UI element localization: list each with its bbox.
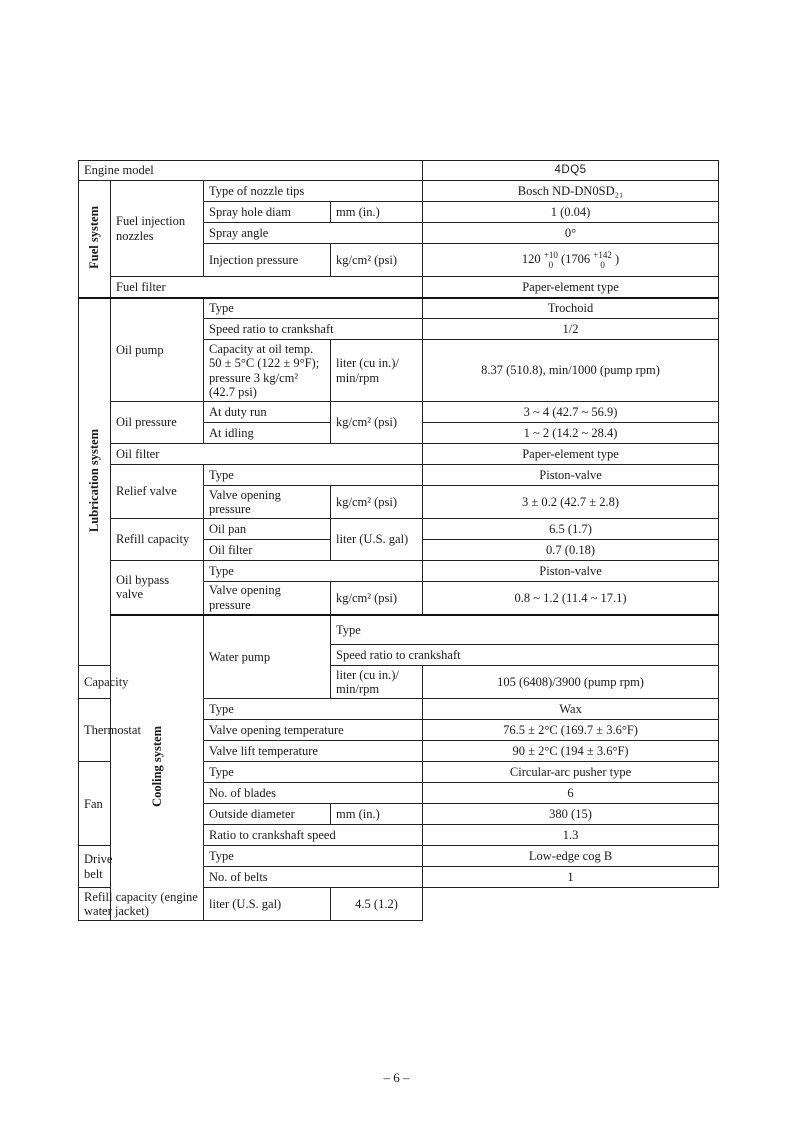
oil-pressure-duty-label: At duty run: [204, 402, 331, 423]
fan-type-value: Circular-arc pusher type: [423, 762, 719, 783]
thermostat-type-value: Wax: [423, 699, 719, 720]
fan-type-label: Type: [204, 762, 423, 783]
oil-pump-speed-ratio-value: 1/2: [423, 319, 719, 340]
coolant-refill-unit: liter (U.S. gal): [204, 888, 331, 921]
header-row: [79, 161, 719, 181]
oil-pump-type-value: Trochoid: [423, 298, 719, 319]
oil-pump-label: Oil pump: [111, 298, 204, 402]
relief-valve-type-label: Type: [204, 465, 423, 486]
drive-belt-label: Drive belt: [79, 846, 111, 888]
drive-belt-type-label: Type: [204, 846, 423, 867]
oil-pressure-idling-label: At idling: [204, 423, 331, 444]
oil-bypass-valve-label: Oil bypass valve: [111, 561, 204, 615]
oil-pump-capacity-unit: liter (cu in.)/ min/rpm: [331, 340, 423, 402]
table-row: [79, 298, 719, 319]
spray-angle-label: Spray angle: [204, 223, 423, 244]
bypass-type-value: Piston-valve: [423, 561, 719, 582]
relief-valve-type-value: Piston-valve: [423, 465, 719, 486]
oil-filter-value: Paper-element type: [423, 444, 719, 465]
spray-hole-label: Spray hole diam: [204, 202, 331, 223]
table-row: [79, 465, 719, 486]
coolant-refill-label: Refill capacity (engine water jacket): [79, 888, 204, 921]
fuel-nozzles-label: Fuel injection nozzles: [111, 181, 204, 277]
drive-belt-type-value: Low-edge cog B: [423, 846, 719, 867]
water-pump-capacity-value: 105 (6408)/3900 (pump rpm): [423, 666, 719, 699]
water-pump-capacity-label: Capacity: [79, 666, 111, 699]
fan-label: Fan: [79, 762, 111, 846]
page-number: – 6 –: [383, 1070, 410, 1085]
oil-pressure-idling-value: 1 ~ 2 (14.2 ~ 28.4): [423, 423, 719, 444]
spec-table: [78, 160, 719, 921]
relief-valve-opening-label: Valve opening pressure: [204, 486, 331, 519]
refill-oil-filter-label: Oil filter: [204, 540, 331, 561]
refill-oil-filter-value: 0.7 (0.18): [423, 540, 719, 561]
fan-ratio-value: 1.3: [423, 825, 719, 846]
injection-pressure-unit: kg/cm² (psi): [331, 244, 423, 277]
table-row: [79, 444, 719, 465]
lubrication-system-label: Lubrication system: [79, 298, 111, 666]
fan-diameter-value: 380 (15): [423, 804, 719, 825]
fan-blades-label: No. of blades: [204, 783, 423, 804]
bypass-type-label: Type: [204, 561, 423, 582]
refill-oil-pan-value: 6.5 (1.7): [423, 519, 719, 540]
water-pump-speed-ratio-label: Speed ratio to crankshaft: [331, 645, 719, 666]
oil-pressure-unit: kg/cm² (psi): [331, 402, 423, 444]
drive-belt-count-label: No. of belts: [204, 867, 423, 888]
fan-diameter-label: Outside diameter: [204, 804, 331, 825]
oil-pump-capacity-value: 8.37 (510.8), min/1000 (pump rpm): [423, 340, 719, 402]
water-pump-label: Water pump: [204, 615, 331, 699]
table-row: [79, 402, 719, 423]
oil-pump-capacity-label: Capacity at oil temp. 50 ± 5°C (122 ± 9°F); pressure 3 kg/cm² (42.7 psi): [204, 340, 331, 402]
table-row: [79, 181, 719, 202]
bypass-opening-value: 0.8 ~ 1.2 (11.4 ~ 17.1): [423, 582, 719, 615]
oil-pressure-label: Oil pressure: [111, 402, 204, 444]
lube-refill-label: Refill capacity: [111, 519, 204, 561]
spray-angle-value: 0°: [423, 223, 719, 244]
fan-blades-value: 6: [423, 783, 719, 804]
thermostat-opening-temp-label: Valve opening temperature: [204, 720, 423, 741]
cooling-system-label: Cooling system: [111, 615, 204, 921]
thermostat-lift-temp-value: 90 ± 2°C (194 ± 3.6°F): [423, 741, 719, 762]
table-row: [79, 561, 719, 582]
spray-hole-unit: mm (in.): [331, 202, 423, 223]
relief-valve-opening-unit: kg/cm² (psi): [331, 486, 423, 519]
table-row: [79, 277, 719, 298]
oil-pressure-duty-value: 3 ~ 4 (42.7 ~ 56.9): [423, 402, 719, 423]
bypass-opening-label: Valve opening pressure: [204, 582, 331, 615]
thermostat-lift-temp-label: Valve lift temperature: [204, 741, 423, 762]
bypass-opening-unit: kg/cm² (psi): [331, 582, 423, 615]
thermostat-label: Thermostat: [79, 699, 111, 762]
refill-oil-pan-label: Oil pan: [204, 519, 331, 540]
table-row: [79, 519, 719, 540]
thermostat-opening-temp-value: 76.5 ± 2°C (169.7 ± 3.6°F): [423, 720, 719, 741]
fuel-filter-value: Paper-element type: [423, 277, 719, 298]
fuel-filter-label: Fuel filter: [111, 277, 423, 298]
nozzle-tip-type-label: Type of nozzle tips: [204, 181, 423, 202]
fan-ratio-label: Ratio to crankshaft speed: [204, 825, 423, 846]
lube-refill-unit: liter (U.S. gal): [331, 519, 423, 561]
coolant-refill-value: 4.5 (1.2): [331, 888, 423, 921]
water-pump-capacity-unit: liter (cu in.)/ min/rpm: [331, 666, 423, 699]
water-pump-type-label: Type: [331, 615, 719, 645]
spray-hole-value: 1 (0.04): [423, 202, 719, 223]
engine-model-label: Engine model: [79, 161, 423, 181]
engine-model-value: 4DQ5: [423, 161, 719, 181]
thermostat-type-label: Type: [204, 699, 423, 720]
relief-valve-label: Relief valve: [111, 465, 204, 519]
fuel-system-label: Fuel system: [79, 181, 111, 298]
oil-pump-type-label: Type: [204, 298, 423, 319]
nozzle-tip-type-value: Bosch ND-DN0SD₂₁: [423, 181, 719, 202]
oil-pump-speed-ratio-label: Speed ratio to crankshaft: [204, 319, 423, 340]
injection-pressure-label: Injection pressure: [204, 244, 331, 277]
oil-filter-label: Oil filter: [111, 444, 423, 465]
drive-belt-count-value: 1: [423, 867, 719, 888]
fan-diameter-unit: mm (in.): [331, 804, 423, 825]
table-row: [79, 888, 719, 921]
relief-valve-opening-value: 3 ± 0.2 (42.7 ± 2.8): [423, 486, 719, 519]
table-row: [79, 615, 719, 645]
injection-pressure-value: 120 +10 0 (1706 +142 0 ): [423, 244, 719, 277]
